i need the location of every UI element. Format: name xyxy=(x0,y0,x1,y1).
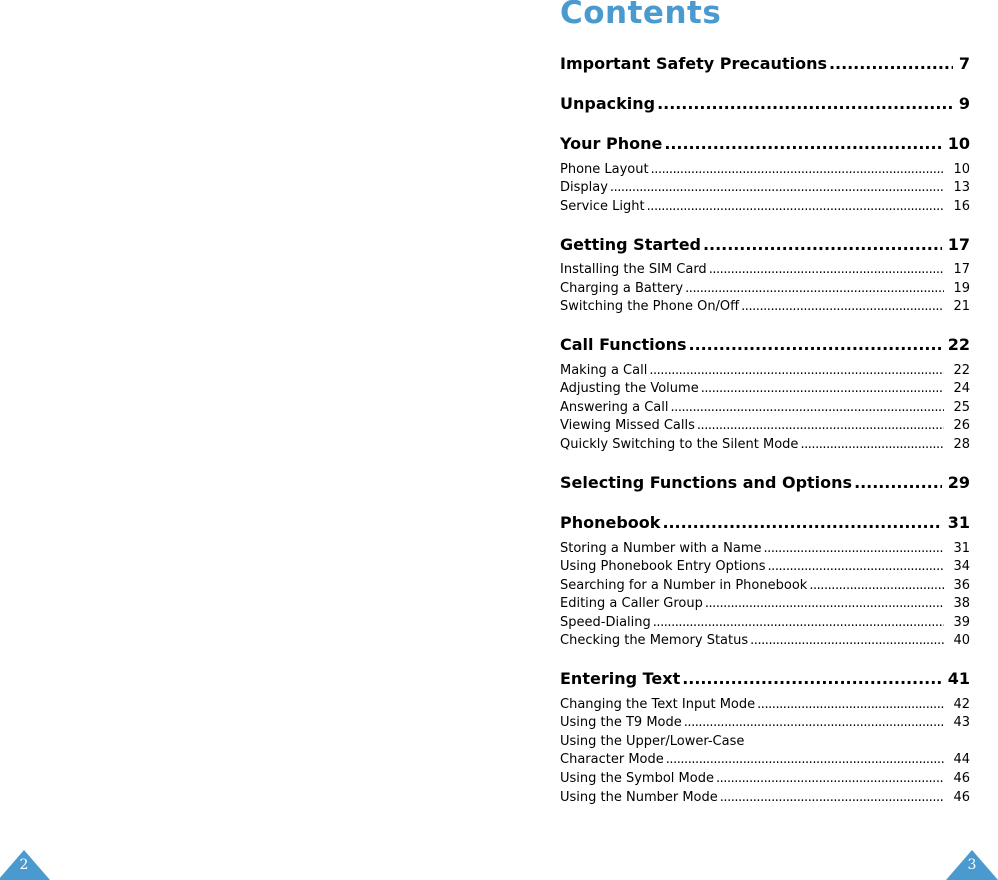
toc-entry-title: Editing a Caller Group xyxy=(560,596,703,611)
leader-dots xyxy=(800,436,944,453)
toc-entry-title: Answering a Call xyxy=(560,400,669,415)
toc-entry-page: 31 xyxy=(953,541,970,556)
toc-entry-title: Viewing Missed Calls xyxy=(560,418,695,433)
toc-entry-title: Searching for a Number in Phonebook xyxy=(560,578,808,593)
leader-dots xyxy=(764,540,945,557)
leader-dots xyxy=(684,714,944,731)
toc-entry-title: Character Mode xyxy=(560,752,664,767)
toc-entry-title: Speed-Dialing xyxy=(560,615,651,630)
toc-entry-title: Installing the SIM Card xyxy=(560,262,707,277)
toc-section-title: Call Functions xyxy=(560,335,687,354)
toc-entry[interactable] xyxy=(560,540,970,557)
toc-entry-page: 16 xyxy=(953,199,970,214)
toc-entry-title: Using the Upper/Lower-Case xyxy=(560,734,745,749)
toc-section-call-functions[interactable] xyxy=(560,335,970,355)
toc-section-page: 41 xyxy=(947,669,970,688)
leader-dots xyxy=(610,179,944,196)
leader-dots xyxy=(647,198,944,215)
page-title: Contents xyxy=(560,0,722,31)
leader-dots xyxy=(703,235,942,255)
toc-section-safety[interactable] xyxy=(560,54,970,74)
leader-dots xyxy=(653,614,944,631)
toc-entry-title: Switching the Phone On/Off xyxy=(560,299,740,314)
toc-entry[interactable] xyxy=(560,298,970,315)
toc-section-title: Unpacking xyxy=(560,94,656,113)
toc-entry[interactable] xyxy=(560,614,970,631)
toc-section-selecting[interactable] xyxy=(560,473,970,493)
leader-dots xyxy=(697,417,944,434)
toc-entry-title: Making a Call xyxy=(560,363,648,378)
toc-entry-title: Charging a Battery xyxy=(560,281,684,296)
toc-section-title: Phonebook xyxy=(560,513,661,532)
toc-section-page: 17 xyxy=(947,235,970,254)
toc-entry[interactable] xyxy=(560,417,970,434)
toc-entry[interactable] xyxy=(560,399,970,416)
toc-section-title: Getting Started xyxy=(560,235,701,254)
page-number-right: 3 xyxy=(967,857,977,873)
toc-entry-title: Display xyxy=(560,180,608,195)
toc-entry[interactable] xyxy=(560,696,970,713)
toc-section-getting-started[interactable] xyxy=(560,235,970,255)
toc-section-unpacking[interactable] xyxy=(560,94,970,114)
leader-dots xyxy=(689,335,942,355)
leader-dots xyxy=(716,770,944,787)
leader-dots xyxy=(741,298,944,315)
leader-dots xyxy=(666,751,944,768)
toc-entry[interactable] xyxy=(560,789,970,806)
toc-entry[interactable] xyxy=(560,632,970,649)
toc-entry[interactable] xyxy=(560,436,970,453)
toc-entry-page: 22 xyxy=(953,363,970,378)
leader-dots xyxy=(649,362,944,379)
toc-entry[interactable] xyxy=(560,380,970,397)
toc-entry[interactable] xyxy=(560,261,970,278)
leader-dots xyxy=(854,473,942,493)
toc-section-page: 22 xyxy=(947,335,970,354)
toc-section-title: Important Safety Precautions xyxy=(560,54,827,73)
toc-entry-page: 46 xyxy=(953,771,970,786)
toc-section-phonebook[interactable] xyxy=(560,513,970,533)
toc-entry[interactable] xyxy=(560,595,970,612)
leader-dots xyxy=(809,577,944,594)
leader-dots xyxy=(685,280,944,297)
toc-section-page: 31 xyxy=(947,513,970,532)
toc-entry-page: 34 xyxy=(953,559,970,574)
leader-dots xyxy=(829,54,953,74)
leader-dots xyxy=(750,632,944,649)
toc-entry-page: 26 xyxy=(953,418,970,433)
toc-entry[interactable] xyxy=(560,179,970,196)
toc-section-title: Entering Text xyxy=(560,669,681,688)
toc-entry[interactable] xyxy=(560,161,970,178)
leader-dots xyxy=(664,134,941,154)
toc-entry-title: Using the Number Mode xyxy=(560,790,718,805)
leader-dots xyxy=(682,669,942,689)
toc-entry[interactable] xyxy=(560,770,970,787)
leader-dots xyxy=(701,380,944,397)
toc-entry-page: 10 xyxy=(953,162,970,177)
toc-section-title: Selecting Functions and Options xyxy=(560,473,853,492)
toc-entry[interactable] xyxy=(560,558,970,575)
toc-entry[interactable] xyxy=(560,198,970,215)
toc-entry-page: 44 xyxy=(953,752,970,767)
leader-dots xyxy=(709,261,944,278)
toc-entry-page: 25 xyxy=(953,400,970,415)
leader-dots xyxy=(670,399,944,416)
leader-dots xyxy=(720,789,944,806)
toc-entry-title: Using the T9 Mode xyxy=(560,715,682,730)
leader-dots xyxy=(657,94,953,114)
toc-section-your-phone[interactable] xyxy=(560,134,970,154)
toc-entry-page: 40 xyxy=(953,633,970,648)
toc-entry-title: Phone Layout xyxy=(560,162,649,177)
toc-entry-title: Storing a Number with a Name xyxy=(560,541,762,556)
toc-entry[interactable] xyxy=(560,577,970,594)
toc-section-page: 10 xyxy=(947,134,970,153)
toc-entry-title: Service Light xyxy=(560,199,645,214)
toc-entry-title: Quickly Switching to the Silent Mode xyxy=(560,437,799,452)
toc-section-title: Your Phone xyxy=(560,134,663,153)
toc-entry-page: 13 xyxy=(953,180,970,195)
toc-entry-page: 17 xyxy=(953,262,970,277)
toc-entry-title: Adjusting the Volume xyxy=(560,381,699,396)
toc-entry-title: Using Phonebook Entry Options xyxy=(560,559,766,574)
toc-section-page: 29 xyxy=(947,473,970,492)
leader-dots xyxy=(651,161,944,178)
toc-entry-page: 39 xyxy=(953,615,970,630)
toc-entry-page: 43 xyxy=(953,715,970,730)
toc-entry[interactable] xyxy=(560,280,970,297)
toc-entry-title: Checking the Memory Status xyxy=(560,633,749,648)
toc-entry-title: Changing the Text Input Mode xyxy=(560,697,756,712)
toc-entry[interactable] xyxy=(560,733,970,750)
leader-dots xyxy=(768,558,945,575)
leader-dots xyxy=(662,513,941,533)
toc-entry-page: 36 xyxy=(953,578,970,593)
toc-entry-page: 24 xyxy=(953,381,970,396)
leader-dots xyxy=(705,595,944,612)
toc-entry-page: 21 xyxy=(953,299,970,314)
page-number-left: 2 xyxy=(19,857,29,873)
toc-section-page: 7 xyxy=(958,54,970,73)
toc-entry[interactable] xyxy=(560,751,970,768)
toc-entry-title: Using the Symbol Mode xyxy=(560,771,714,786)
toc-entry[interactable] xyxy=(560,362,970,379)
toc-entry-page: 42 xyxy=(953,697,970,712)
toc-entry-page: 46 xyxy=(953,790,970,805)
leader-dots xyxy=(757,696,944,713)
toc-section-page: 9 xyxy=(958,94,970,113)
toc-entry-page: 19 xyxy=(953,281,970,296)
toc-entry-page: 28 xyxy=(953,437,970,452)
toc-section-entering-text[interactable] xyxy=(560,669,970,689)
toc-entry-page: 38 xyxy=(953,596,970,611)
toc-entry[interactable] xyxy=(560,714,970,731)
